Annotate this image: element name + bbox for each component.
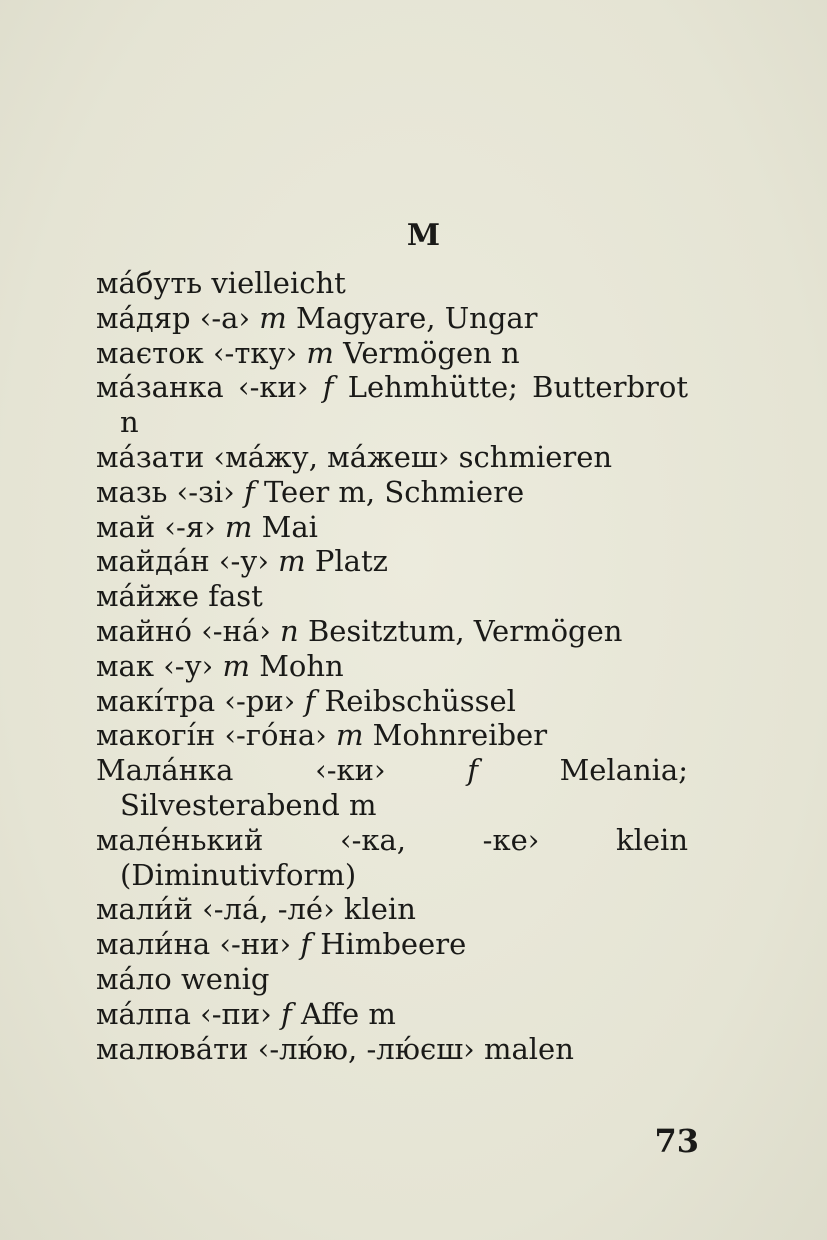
entry-headword: Мала́нка [96, 753, 234, 788]
page-number: 73 [654, 1122, 699, 1160]
dictionary-entry [96, 684, 688, 719]
entry-headword: мале́нький [96, 822, 264, 857]
entry-gender: f [322, 370, 334, 405]
dictionary-entry [96, 544, 688, 579]
section-letter: M [406, 218, 441, 253]
entry-translation: Mai [261, 509, 318, 544]
entry-translation: Platz [314, 544, 388, 579]
entry-headword: май [96, 509, 156, 544]
entry-forms: ‹-го́на› [224, 718, 327, 753]
entry-forms: ‹-ри› [224, 683, 296, 718]
dictionary-entry [96, 579, 688, 614]
entry-headword: маєток [96, 335, 204, 370]
entry-gender: m [306, 335, 334, 370]
entry-translation: fast [208, 579, 263, 614]
dictionary-entry [96, 266, 688, 301]
dictionary-entry [96, 1032, 688, 1067]
entry-forms: ‹-ла́, -ле́› [202, 892, 335, 927]
entry-forms: ‹-у› [163, 648, 214, 683]
entry-gender: f [467, 753, 478, 788]
dictionary-entry [96, 927, 688, 962]
entry-headword: ма́буть [96, 266, 203, 300]
dictionary-entry [96, 475, 688, 510]
dictionary-entry [96, 649, 688, 684]
entry-translation: Reibschüssel [324, 683, 516, 718]
dictionary-entry [96, 370, 698, 440]
entry-gender: m [335, 718, 364, 753]
dictionary-entry [96, 822, 698, 893]
entry-gender: f [243, 474, 255, 509]
entry-headword: мали́й [96, 892, 193, 927]
entry-headword: майно́ [96, 613, 192, 648]
entry-forms: ‹-ни› [219, 927, 292, 962]
dictionary-entry [96, 962, 688, 997]
entry-headword: мазь [96, 474, 168, 509]
entry-gender: m [222, 648, 250, 683]
entry-translation: Lehmhütte; Butterbrot n [120, 370, 698, 440]
entry-gender: f [304, 683, 316, 718]
entry-forms: ‹ма́жу, ма́жеш› [213, 439, 450, 474]
entry-forms: ‹-а› [199, 300, 251, 335]
entry-translation: klein [343, 892, 416, 927]
entry-forms: ‹-ка, -ке› [340, 822, 540, 857]
entry-forms: ‹-пи› [200, 996, 272, 1031]
entry-headword: ма́йже [96, 579, 200, 614]
entry-translation: Magyare, Ungar [296, 300, 538, 335]
entry-forms: ‹-у› [218, 544, 269, 579]
entry-translation: vielleicht [211, 266, 346, 300]
dictionary-entry [96, 440, 688, 475]
entry-headword: ма́зати [96, 439, 205, 474]
entry-forms: ‹-я› [164, 509, 216, 544]
entry-forms: ‹-на́› [201, 613, 271, 648]
entry-headword: малюва́ти [96, 1031, 249, 1066]
entry-gender: m [278, 544, 306, 579]
entry-headword: макогі́н [96, 718, 216, 753]
entry-translation: Mohn [259, 648, 344, 683]
entry-headword: ма́лпа [96, 996, 191, 1031]
entry-list [96, 266, 698, 1066]
entry-headword: майда́н [96, 544, 210, 579]
entry-headword: мали́на [96, 927, 211, 962]
entry-translation: Himbeere [320, 927, 467, 962]
entry-forms: ‹-лю́ю, -лю́єш› [257, 1031, 475, 1066]
dictionary-entry [96, 997, 688, 1032]
entry-gender: n [280, 613, 299, 648]
entry-translation: wenig [180, 961, 270, 996]
entry-headword: макі́тра [96, 683, 216, 718]
entry-translation: Besitztum, Vermögen [307, 613, 623, 648]
entry-forms: ‹-тку› [212, 335, 298, 370]
entry-forms: ‹-зі› [176, 474, 235, 509]
dictionary-entry [96, 614, 688, 649]
entry-headword: ма́дяр [96, 300, 191, 335]
entry-gender: f [300, 927, 312, 962]
entry-headword: ма́занка [96, 370, 224, 405]
entry-translation: klein (Diminutivform) [120, 822, 698, 892]
entry-gender: f [280, 996, 292, 1031]
dictionary-entry [96, 336, 688, 371]
entry-translation: malen [483, 1031, 574, 1066]
entry-forms: ‹-ки› [237, 370, 309, 405]
entry-headword: мак [96, 648, 154, 683]
entry-gender: m [259, 300, 287, 335]
entry-translation: Affe m [300, 996, 396, 1031]
dictionary-entry [96, 718, 688, 753]
dictionary-entry [96, 510, 688, 545]
entry-forms: ‹-ки› [315, 753, 386, 788]
entry-gender: m [224, 509, 253, 544]
dictionary-entry [96, 753, 698, 823]
dictionary-entry [96, 892, 688, 927]
entry-translation: Vermögen n [343, 335, 520, 370]
entry-translation: schmieren [458, 439, 613, 474]
entry-headword: ма́ло [96, 961, 172, 996]
entry-translation: Mohnreiber [372, 718, 548, 753]
entry-translation: Teer m, Schmiere [263, 474, 525, 509]
dictionary-entry [96, 301, 688, 336]
entry-translation: Melania; Silvesterabend m [120, 753, 698, 822]
